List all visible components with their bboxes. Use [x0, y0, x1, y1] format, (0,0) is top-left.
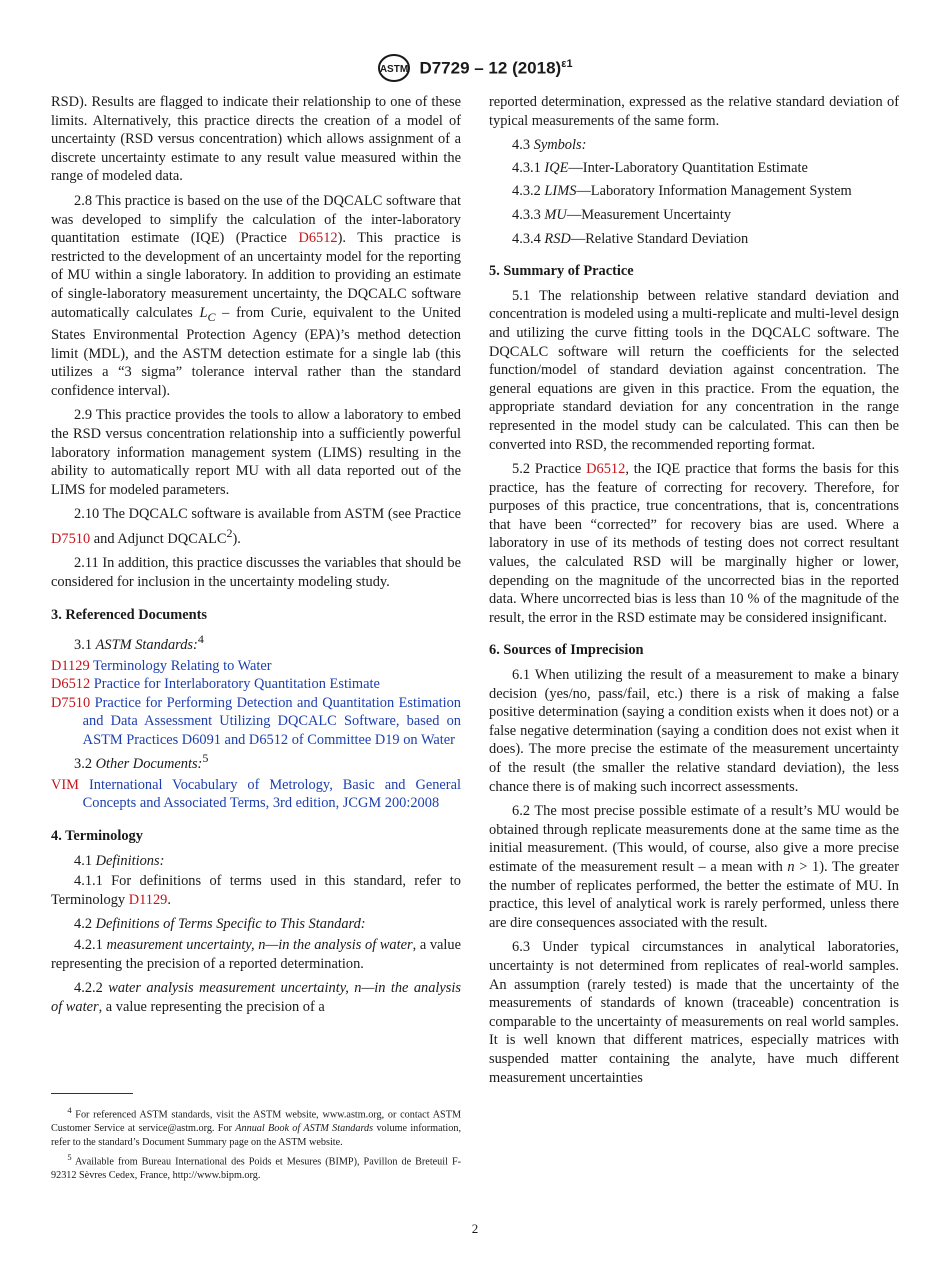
link-d6512[interactable]: D6512: [298, 230, 338, 247]
subsection-4-1-1: 4.1.1 For definitions of terms used in this standard, refer to Terminology D1129.: [51, 873, 461, 908]
page-number: 2: [471, 1221, 479, 1236]
section-3-title: 3. Referenced Documents: [51, 606, 207, 623]
subsection-4-2-1: 4.2.1 measurement uncertainty, n—in the analysis of water, a value representing the precision of a reported determination.: [51, 937, 461, 972]
ref-item-d1129[interactable]: D1129 Terminology Relating to Water: [51, 657, 272, 674]
link-d1129[interactable]: D1129: [128, 891, 168, 908]
paragraph-4-2-2-continued: reported determination, expressed as the relative standard deviation of typical measurements of the same form.: [489, 94, 899, 129]
paragraph-5-1: 5.1 The relationship between relative standard deviation and concentration is modeled using a multi-replicate and multi-level design and utilizing the curve fitting tools in the DQCALC software. The DQCALC software will return the coefficients for the selected function/model of standard deviation against concentration. The general equations are given in this practice. From the equation, the appropriate standard deviation for any concentration in the range represented in the model study can be calculated. This can then be converted into RSD, the recommended reporting format.: [489, 287, 900, 453]
right-column: [489, 93, 899, 1093]
paragraph-5-2: 5.2 Practice D6512, the IQE practice that forms the basis for this practice, has the feature of correcting for recovery. Therefore, for purposes of this practice, true concentrations, that is, concentrations that have been “corrected” for recovery bias are used. Where a laboratory in use of its methods of testing does not correct resultant values, the calculated RSD will be marginally higher or lower, depending on the magnitude of the uncorrected bias in the reported data. Where uncorrected bias is less than 10 % of the magnitude of the result, the error in the RSD estimate may be considered insignificant.: [489, 461, 899, 626]
subsection-4-2: 4.2 Definitions of Terms Specific to This Standard:: [74, 916, 366, 933]
paragraph-2-10: 2.10 The DQCALC software is available from ASTM (see Practice D7510 and Adjunct DQCALC$^2$).: [51, 506, 461, 547]
footnotes: [51, 1104, 461, 1185]
section-4-title: 4. Terminology: [51, 828, 143, 845]
subsection-3-2: 3.2 Other Documents:$^5$: [74, 751, 209, 773]
footnote-4: $^4$ For referenced ASTM standards, visit the ASTM website, www.astm.org, or contact ASTM Customer Service at service@astm.org. For Annual Book of ASTM Standards volume information, refer to the standard’s Document Summary page on the ASTM website.: [51, 1105, 461, 1148]
footnote-divider: [51, 1093, 133, 1094]
symbol-lims: 4.3.2 LIMS—Laboratory Information Management System: [512, 183, 852, 200]
paragraph-6-2: 6.2 The most precise possible estimate of a result’s MU would be obtained through replicate measurements done at the same time as the initial measurement. (This would, of course, also give a more precise estimate of the measurement result – a mean with n > 1). The greater the number of replicates performed, the better the estimate of MU. In practice, this level of analytical work is rarely performed, unless there are dire consequences associated with the result.: [489, 803, 899, 931]
section-5-title: 5. Summary of Practice: [489, 263, 634, 280]
paragraph-6-1: 6.1 When utilizing the result of a measurement to make a binary decision (yes/no, pass/fail, etc.) there is a risk of making a false positive determination (saying a condition exists when it does not) or a false negative determination (saying a condition does not exist when it does). The more precise the estimate of the measurement uncertainty of the result (the smaller the relative standard deviation), the less chance there is of making such incorrect assessments.: [489, 667, 899, 795]
link-d7510[interactable]: D7510: [51, 530, 91, 547]
document-id: D7729 – 12 $(2018)^{\varepsilon 1}$: [419, 57, 573, 78]
page-header: [0, 52, 950, 84]
svg-text:ASTM: ASTM: [380, 64, 409, 75]
link-d6512[interactable]: D6512: [586, 461, 626, 478]
subsection-3-1: 3.1 ASTM Standards:$^4$: [74, 632, 204, 653]
footnote-5: $^5$ Available from Bureau International des Poids et Mesures (BIMP), Pavillon de Breteuil F-92312 Sèvres Cedex, France, http://www.bipm.org.: [51, 1152, 461, 1182]
astm-logo-icon: [377, 53, 411, 83]
subsection-4-3: 4.3 Symbols:: [512, 137, 587, 154]
left-column: [51, 93, 461, 1022]
symbol-iqe: 4.3.1 IQE—Inter-Laboratory Quantitation Estimate: [512, 159, 808, 176]
paragraph-6-3: 6.3 Under typical circumstances in analytical laboratories, uncertainty is not determined from replicates of real-world samples. An assumption (rarely tested) is made that the uncertainty of the measurements of standards of known (traceable) concentration is comparable to the uncertainty of measurements on real world samples. It is well known that different matrices, especially matrices with suspended matter containing the analyte, have much different measurement uncertainties: [489, 939, 899, 1086]
subsection-4-1: 4.1 Definitions:: [74, 852, 165, 869]
paragraph-rsd-continued: RSD). Results are flagged to indicate their relationship to one of these limits. Alternatively, this practice directs the creation of a model of uncertainty (RSD versus concentration) which allows assignment of a discrete uncertainty estimate to any result value measured within the range of modeled data.: [51, 94, 461, 185]
subsection-4-2-2: 4.2.2 water analysis measurement uncertainty, n—in the analysis of water, a value representing the precision of a: [51, 980, 461, 1015]
ref-item-vim[interactable]: VIM International Vocabulary of Metrology, Basic and General Concepts and Associated Terms, 3rd edition, JCGM 200:2008: [51, 776, 461, 812]
paragraph-2-8: 2.8 This practice is based on the use of the DQCALC software that was developed to simplify the calculation of the inter-laboratory quantitation estimate (IQE) (Practice D6512). This practice is restricted to the development of an uncertainty model for the reporting of MU within a single laboratory. In addition to providing an estimate of single-laboratory measurement uncertainty, the DQCALC software automatically calculates $L_C$ – from Curie, equivalent to the United States Environmental Protection Agency (EPA)’s method detection limit (MDL), and the ASTM detection estimate for a single lab (this utilizes a “3 sigma” tolerance interval rather than the standard confidence interval).: [51, 192, 462, 399]
symbol-mu: 4.3.3 MU—Measurement Uncertainty: [512, 206, 732, 223]
paragraph-2-9: 2.9 This practice provides the tools to allow a laboratory to embed the RSD versus concentration relationship into a sufficiently powerful laboratory information management system (LIMS) resulting in the ability to automatically report MU with all data reported out of the LIMS for modeled parameters.: [51, 407, 461, 498]
ref-item-d7510[interactable]: D7510 Practice for Performing Detection and Quantitation Estimation and Data Assessment Utilizing DQCALC Software, based on ASTM Practices D6091 and D6512 of Committee D19 on Water: [51, 694, 461, 748]
ref-item-d6512[interactable]: D6512 Practice for Interlaboratory Quantitation Estimate: [51, 676, 380, 693]
section-6-title: 6. Sources of Imprecision: [489, 642, 644, 659]
paragraph-2-11: 2.11 In addition, this practice discusses the variables that should be considered for inclusion in the uncertainty modeling study.: [51, 555, 461, 590]
symbol-rsd: 4.3.4 RSD—Relative Standard Deviation: [512, 230, 749, 247]
